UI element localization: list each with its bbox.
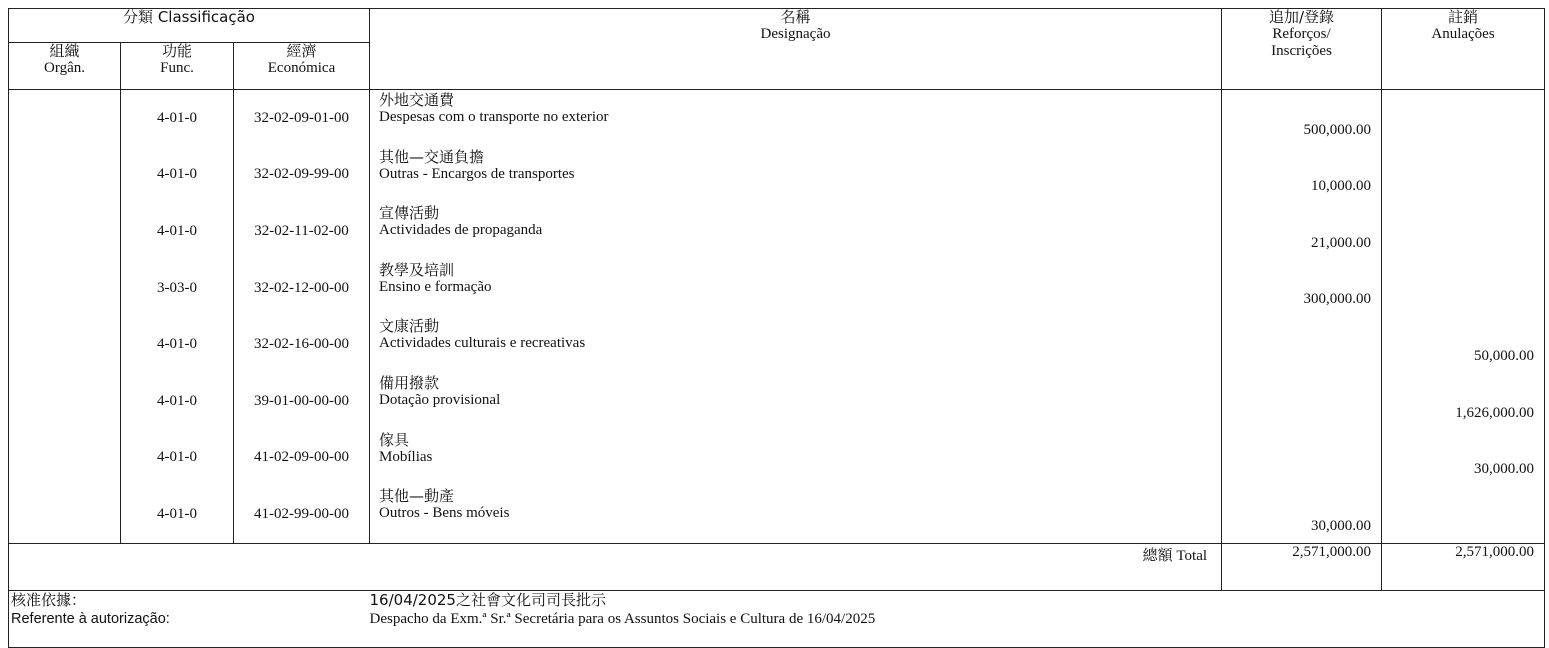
reforcos-cell (1222, 373, 1382, 430)
name-zh: 教學及培訓 (379, 260, 455, 279)
budget-table (8, 8, 1545, 648)
name-zh: 外地交通費 (379, 91, 455, 109)
organ-cell (9, 316, 121, 373)
name-cell (370, 260, 1222, 317)
anulacoes-cell (1382, 260, 1545, 317)
func-cell (121, 316, 234, 373)
organ-cell (9, 486, 121, 543)
table-row (9, 260, 1545, 317)
total-label-cell (9, 543, 1222, 590)
func-code: 3-03-0 (157, 279, 197, 296)
func-code: 4-01-0 (157, 392, 197, 409)
name-zh: 宣傳活動 (379, 204, 440, 223)
table-row (9, 147, 1545, 204)
name-pt: Actividades culturais e recreativas (379, 335, 586, 352)
eco-header (234, 43, 370, 90)
anulacoes-header-pt: Anulações (1431, 26, 1495, 42)
func-cell (121, 203, 234, 260)
authorization-row (9, 590, 1545, 647)
eco-cell (234, 316, 370, 373)
reforcos-cell (1222, 430, 1382, 487)
anulacoes-cell (1382, 203, 1545, 260)
total-anulacoes: 2,571,000.00 (1382, 543, 1545, 590)
table-row (9, 430, 1545, 487)
anulacoes-cell (1382, 147, 1545, 204)
eco-code: 32-02-12-00-00 (254, 279, 349, 296)
eco-header-pt: Económica (267, 60, 336, 76)
eco-code: 32-02-09-99-00 (254, 166, 349, 183)
classification-label: 分類 Classificação (123, 8, 255, 26)
func-cell (121, 373, 234, 430)
name-header-zh: 名稱 (780, 8, 811, 26)
name-zh: 文康活動 (379, 317, 440, 336)
name-pt: Outras - Encargos de transportes (379, 165, 575, 182)
eco-code: 39-01-00-00-00 (254, 392, 349, 409)
func-header (121, 43, 234, 90)
eco-code: 32-02-16-00-00 (254, 336, 349, 353)
name-pt: Actividades de propaganda (379, 222, 543, 239)
eco-code: 32-02-11-02-00 (254, 222, 349, 239)
anulacoes-cell (1382, 90, 1545, 147)
table-row (9, 486, 1545, 543)
classification-header (9, 9, 370, 43)
authorization-label-zh: 核准依據： (11, 590, 87, 609)
total-row (9, 543, 1545, 590)
reforcos-header-pt2: Inscrições (1271, 43, 1332, 59)
name-cell (370, 147, 1222, 204)
anulacoes-cell (1382, 486, 1545, 543)
name-cell (370, 90, 1222, 147)
name-header (370, 9, 1222, 90)
func-code: 4-01-0 (157, 166, 197, 183)
anulacoes-header (1382, 9, 1545, 90)
organ-cell (9, 203, 121, 260)
func-code: 4-01-0 (157, 336, 197, 353)
func-cell (121, 90, 234, 147)
total-reforcos: 2,571,000.00 (1222, 543, 1382, 590)
authorization-text-zh: 16/04/2025之社會文化司司長批示 (369, 590, 606, 609)
authorization-text-pt: Despacho da Exm.ª Sr.ª Secretária para os Assuntos Sociais e Cultura de 16/04/2025 (369, 610, 876, 627)
name-cell (370, 373, 1222, 430)
func-cell (121, 260, 234, 317)
name-cell (370, 316, 1222, 373)
name-pt: Despesas com o transporte no exterior (379, 109, 609, 125)
organ-header (9, 43, 121, 90)
reforcos-header (1222, 9, 1382, 90)
table-row (9, 316, 1545, 373)
name-header-pt: Designação (760, 26, 831, 42)
name-cell (370, 203, 1222, 260)
eco-code: 41-02-09-00-00 (254, 449, 349, 466)
func-cell (121, 430, 234, 487)
name-zh: 傢具 (379, 430, 410, 449)
reforcos-cell: 10,000.00 (1222, 147, 1382, 204)
eco-cell (234, 203, 370, 260)
anulacoes-cell: 50,000.00 (1382, 316, 1545, 373)
name-pt: Outros - Bens móveis (379, 505, 510, 522)
anulacoes-cell: 1,626,000.00 (1382, 373, 1545, 430)
reforcos-header-zh: 追加/登錄 (1268, 8, 1335, 26)
func-code: 4-01-0 (157, 109, 197, 126)
anulacoes-cell: 30,000.00 (1382, 430, 1545, 487)
reforcos-cell: 21,000.00 (1222, 203, 1382, 260)
func-code: 4-01-0 (157, 505, 197, 522)
func-header-pt: Func. (160, 60, 194, 76)
authorization-label-cell (9, 590, 370, 647)
table-row (9, 203, 1545, 260)
organ-cell (9, 430, 121, 487)
eco-cell (234, 430, 370, 487)
reforcos-cell: 300,000.00 (1222, 260, 1382, 317)
organ-cell (9, 260, 121, 317)
name-cell (370, 486, 1222, 543)
name-zh: 其他—動產 (379, 487, 455, 506)
eco-header-zh: 經濟 (286, 42, 317, 60)
func-cell (121, 147, 234, 204)
name-cell (370, 430, 1222, 487)
organ-header-zh: 組織 (49, 42, 80, 60)
authorization-text-cell (370, 590, 1545, 647)
reforcos-cell: 30,000.00 (1222, 486, 1382, 543)
table-row (9, 90, 1545, 147)
eco-cell (234, 486, 370, 543)
eco-code: 32-02-09-01-00 (254, 109, 349, 126)
anulacoes-header-zh: 註銷 (1448, 8, 1479, 26)
eco-cell (234, 260, 370, 317)
name-pt: Dotação provisional (379, 391, 501, 408)
total-label-pt: Total (1176, 547, 1208, 564)
name-zh: 備用撥款 (379, 373, 440, 392)
organ-cell (9, 90, 121, 147)
func-cell (121, 486, 234, 543)
header-row-top (9, 9, 1545, 43)
eco-code: 41-02-99-00-00 (254, 505, 349, 522)
func-code: 4-01-0 (157, 222, 197, 239)
reforcos-cell (1222, 316, 1382, 373)
reforcos-cell: 500,000.00 (1222, 90, 1382, 147)
eco-cell (234, 373, 370, 430)
total-label-zh: 總額 (1142, 545, 1173, 564)
eco-cell (234, 90, 370, 147)
table-row (9, 373, 1545, 430)
func-code: 4-01-0 (157, 449, 197, 466)
reforcos-header-pt1: Reforços/ (1272, 26, 1331, 42)
eco-cell (234, 147, 370, 204)
func-header-zh: 功能 (161, 42, 192, 60)
authorization-label-pt: Referente à autorização: (11, 610, 170, 627)
organ-cell (9, 373, 121, 430)
name-zh: 其他—交通負擔 (379, 147, 485, 166)
organ-header-pt: Orgân. (44, 60, 85, 76)
budget-table-document (8, 8, 1544, 627)
name-pt: Ensino e formação (379, 278, 492, 295)
name-pt: Mobílias (379, 448, 433, 465)
organ-cell (9, 147, 121, 204)
